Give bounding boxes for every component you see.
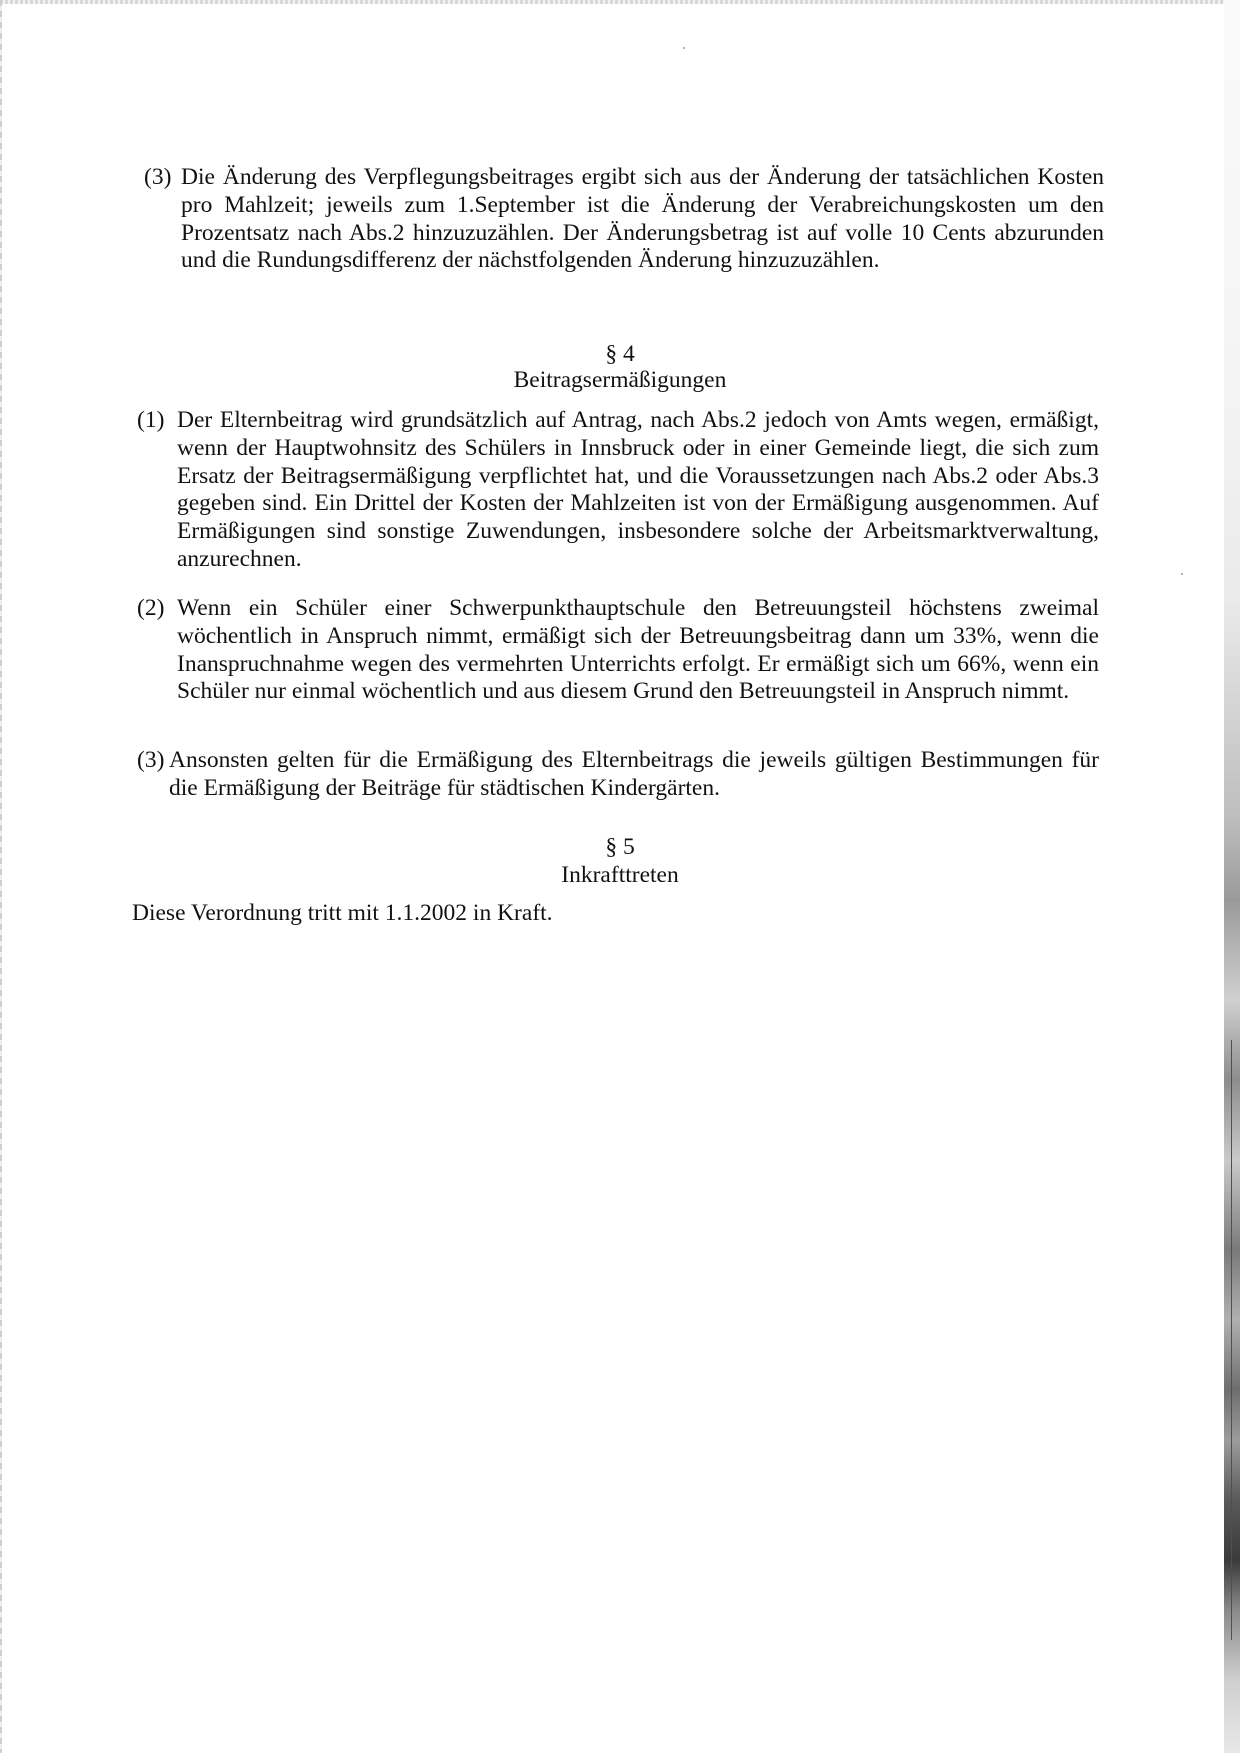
scan-edge-top (0, 0, 1240, 4)
scan-speck (683, 47, 685, 49)
section4-title: Beitragsermäßigungen (513, 367, 727, 393)
section5-text: Diese Verordnung tritt mit 1.1.2002 in Kraft. (132, 900, 553, 926)
paragraph-text: Wenn ein Schüler einer Schwerpunkthauptschule den Betreuungsteil höchstens zweimal wöchentlich in Anspruch nimmt, ermäßigt sich der Betreuungsbeitrag dann um 33%, wenn die Inanspruchnahme wegen des vermehrten Unterrichts erfolgt. Er ermäßigt sich um 66%, wenn ein Schüler nur einmal wöchentlich und aus diesem Grund den Betreuungsteil in Anspruch nimmt. (177, 595, 1099, 705)
paragraph-number: (3) (137, 747, 165, 773)
paragraph-text: Ansonsten gelten für die Ermäßigung des Elternbeitrags die jeweils gültigen Bestimmungen für die Ermäßigung der Beiträge für städtischen Kindergärten. (169, 747, 1099, 801)
scan-edge-right-line (1231, 1040, 1232, 1640)
section5-symbol: § 5 (605, 834, 635, 860)
paragraph-text: Die Änderung des Verpflegungsbeitrages ergibt sich aus der Änderung der tatsächlichen Kosten pro Mahlzeit; jeweils zum 1.September ist die Änderung der Verabreichungskosten um den Prozentsatz nach Abs.2 hinzuzuzählen. Der Änderungsbetrag ist auf volle 10 Cents abzurunden und die Rundungsdifferenz der nächstfolgenden Änderung hinzuzuzählen. (181, 164, 1104, 274)
scan-speck (1181, 573, 1183, 575)
paragraph-text: Der Elternbeitrag wird grundsätzlich auf Antrag, nach Abs.2 jedoch von Amts wegen, ermäßigt, wenn der Hauptwohnsitz des Schülers in Innsbruck oder in einer Gemeinde liegt, die sich zum Ersatz der Beitragsermäßigung verpflichtet hat, und die Voraussetzungen nach Abs.2 oder Abs.3 gegeben sind. Ein Drittel der Kosten der Mahlzeiten ist von der Ermäßigung ausgenommen. Auf Ermäßigungen sind sonstige Zuwendungen, insbesondere solche der Arbeitsmarktverwaltung, anzurechnen. (177, 407, 1099, 572)
section3-paragraph-3 (144, 164, 1104, 275)
paragraph-number: (3) (144, 164, 172, 190)
section4-paragraph-3 (137, 747, 1099, 803)
paragraph-number: (1) (137, 407, 165, 433)
section4-paragraph-2 (137, 595, 1099, 706)
paragraph-number: (2) (137, 595, 165, 621)
section4-symbol: § 4 (605, 341, 635, 367)
section4-paragraph-1 (137, 407, 1099, 574)
section5-title: Inkrafttreten (561, 862, 679, 888)
